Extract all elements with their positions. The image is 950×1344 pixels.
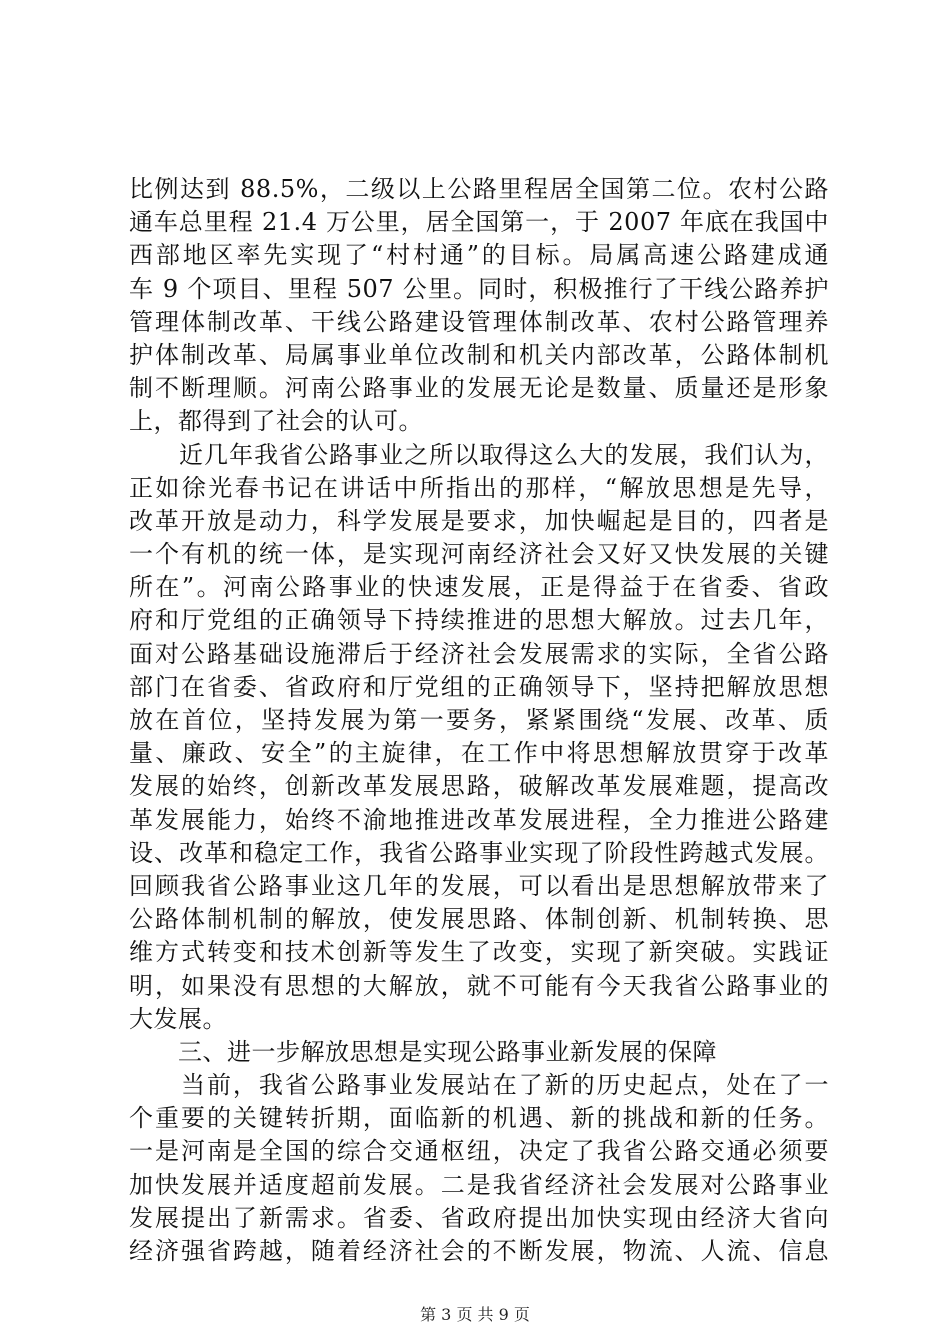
text-line: 设、改革和稳定工作，我省公路事业实现了阶段性跨越式发展。 bbox=[129, 838, 829, 867]
text-line: 面对公路基础设施滞后于经济社会发展需求的实际，全省公路 bbox=[129, 639, 829, 668]
text-line: 回顾我省公路事业这几年的发展，可以看出是思想解放带来了 bbox=[129, 871, 829, 900]
text-line: 发展的始终，创新改革发展思路，破解改革发展难题，提高改 bbox=[129, 772, 829, 801]
text-line: 革发展能力，始终不渝地推进改革发展进程，全力推进公路建 bbox=[129, 805, 829, 834]
text-line: 经济强省跨越，随着经济社会的不断发展，物流、人流、信息 bbox=[129, 1237, 829, 1265]
text-line: 明，如果没有思想的大解放，就不可能有今天我省公路事业的 bbox=[129, 971, 829, 1000]
text-line: 维方式转变和技术创新等发生了改变，实现了新突破。实践证 bbox=[129, 938, 829, 967]
text-line: 护体制改革、局属事业单位改制和机关内部改革，公路体制机 bbox=[129, 340, 829, 369]
text-line: 改革开放是动力，科学发展是要求，加快崛起是目的，四者是 bbox=[129, 506, 829, 535]
text-line: 发展提出了新需求。省委、省政府提出加快实现由经济大省向 bbox=[129, 1203, 829, 1232]
text-line: 管理体制改革、干线公路建设管理体制改革、农村公路管理养 bbox=[129, 307, 829, 336]
text-line: 上，都得到了社会的认可。 bbox=[129, 407, 423, 436]
text-line: 西部地区率先实现了“村村通”的目标。局属高速公路建成通 bbox=[129, 241, 829, 270]
text-line: 通车总里程 21.4 万公里，居全国第一，于 2007 年底在我国中 bbox=[129, 208, 829, 237]
text-line: 三、进一步解放思想是实现公路事业新发展的保障 bbox=[129, 1037, 717, 1066]
text-line: 放在首位，坚持发展为第一要务，紧紧围绕“发展、改革、质 bbox=[129, 706, 829, 734]
text-line: 近几年我省公路事业之所以取得这么大的发展，我们认为， bbox=[129, 440, 829, 469]
page-footer: 第 3 页 共 9 页 bbox=[420, 1305, 530, 1324]
text-line: 府和厅党组的正确领导下持续推进的思想大解放。过去几年， bbox=[129, 606, 829, 635]
text-line: 大发展。 bbox=[129, 1004, 227, 1033]
text-line: 制不断理顺。河南公路事业的发展无论是数量、质量还是形象 bbox=[129, 374, 829, 403]
text-line: 当前，我省公路事业发展站在了新的历史起点，处在了一 bbox=[129, 1071, 829, 1100]
body-text bbox=[129, 173, 829, 1268]
text-line: 加快发展并适度超前发展。二是我省经济社会发展对公路事业 bbox=[129, 1170, 829, 1199]
text-line: 正如徐光春书记在讲话中所指出的那样，“解放思想是先导， bbox=[129, 473, 829, 502]
text-line: 车 9 个项目、里程 507 公里。同时，积极推行了干线公路养护 bbox=[129, 274, 829, 303]
text-line: 所在”。河南公路事业的快速发展，正是得益于在省委、省政 bbox=[129, 573, 829, 602]
text-line: 量、廉政、安全”的主旋律，在工作中将思想解放贯穿于改革 bbox=[129, 739, 829, 768]
text-line: 个重要的关键转折期，面临新的机遇、新的挑战和新的任务。 bbox=[129, 1104, 829, 1133]
text-line: 部门在省委、省政府和厅党组的正确领导下，坚持把解放思想 bbox=[129, 672, 829, 701]
text-line: 比例达到 88.5%，二级以上公路里程居全国第二位。农村公路 bbox=[129, 175, 829, 203]
text-line: 公路体制机制的解放，使发展思路、体制创新、机制转换、思 bbox=[129, 905, 829, 934]
text-line: 一是河南是全国的综合交通枢纽，决定了我省公路交通必须要 bbox=[129, 1137, 829, 1166]
text-line: 一个有机的统一体，是实现河南经济社会又好又快发展的关键 bbox=[129, 540, 829, 569]
